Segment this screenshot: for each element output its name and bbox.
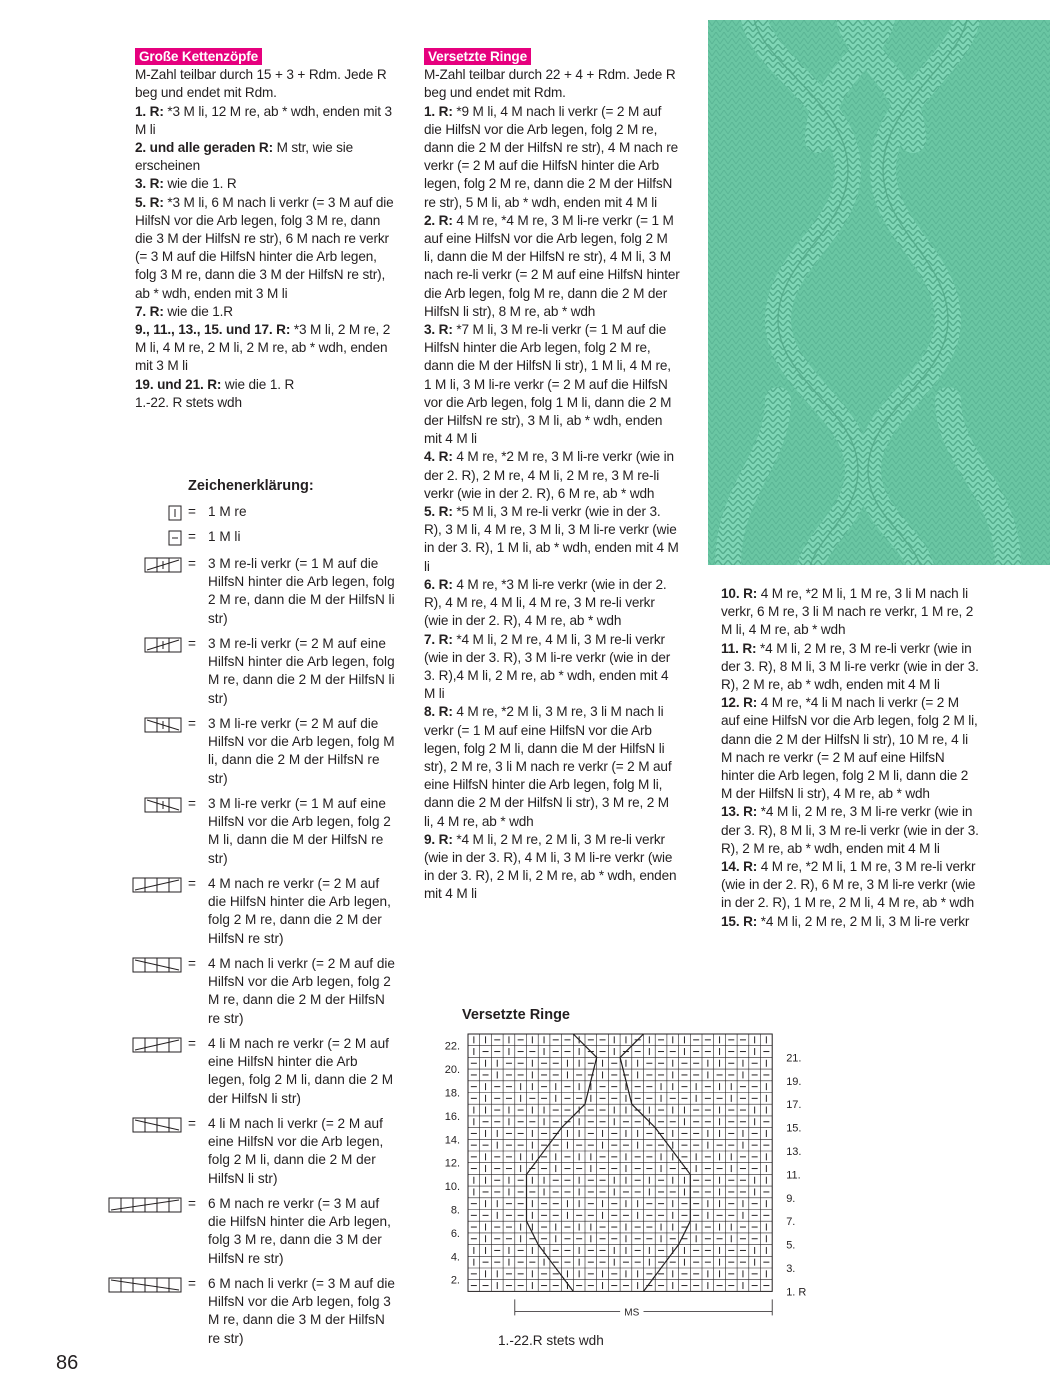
instruction-paragraph [424, 321, 680, 448]
row-label: 2. und alle geraden R: [135, 140, 273, 156]
chart-row-label-right: 3. [786, 1263, 796, 1275]
instruction-text: *4 M li, 2 M re, 2 M li, 3 M li-re verkr [760, 913, 970, 929]
ms-label: MS [624, 1307, 640, 1319]
instruction-paragraph [424, 576, 680, 631]
instruction-text: 4 M re, *4 M re, 3 M li-re verkr (= 1 M auf eine HilfsN vor die Arb legen, folg 2 M li, dann die M der HilfsN re str), 4 M li, 3 M nach re-li verkr (= 2 M auf eine HilfsN hinter die Arb legen, folg M re, dann die 2 M der HilfsN li str), 8 M re, ab * wdh [424, 212, 680, 319]
stitch-symbol-icon [132, 957, 182, 978]
stitch-symbol-icon [168, 530, 182, 551]
chart-row-label-left: 20. [444, 1064, 460, 1077]
stitch-symbol-icon [168, 505, 182, 526]
instruction-text: *4 M li, 2 M re, 2 M li, 3 M re-li verkr (wie in der 3. R), 4 M li, 3 M li-re verkr (wie in der 3. R), 2 M li, 2 M re, ab * wdh, enden mit 4 M li [424, 831, 677, 902]
section-title-badge: Große Kettenzöpfe [135, 48, 262, 65]
row-label: 12. R: [721, 695, 758, 711]
row-label: 5. R: [424, 504, 453, 520]
legend-equals: = [188, 796, 196, 811]
instruction-text: M-Zahl teilbar durch 22 + 4 + Rdm. Jede R beg und endet mit Rdm. [424, 67, 676, 101]
row-label: 9. R: [424, 831, 453, 847]
legend-equals: = [188, 504, 196, 519]
instruction-paragraph [135, 175, 397, 193]
legend-description: 1 M re [208, 504, 247, 519]
chart-row-label-right: 9. [786, 1192, 796, 1205]
row-label: 3. R: [424, 322, 453, 338]
instruction-text: *4 M li, 2 M re, 3 M re-li verkr (wie in der 3. R), 8 M li, 3 M li-re verkr (wie in der 3. R), 2 M re, ab * wdh, enden mit 4 M li [721, 640, 979, 693]
legend-description: 3 M re-li verkr (= 1 M auf die HilfsN hinter die Arb legen, folg 2 M re, dann die M der HilfsN li str) [208, 556, 395, 626]
row-label: 13. R: [721, 804, 758, 820]
instruction-paragraph [424, 103, 680, 212]
instruction-text: *3 M li, 6 M nach li verkr (= 3 M auf die HilfsN vor die Arb legen, folg 3 M re, dann die 3 M der HilfsN re str), 6 M nach re verkr (= 3 M auf die HilfsN hinter die Arb legen, folg 3 M re, dann die 3 M der HilfsN re str), ab * wdh, enden mit 3 M li [135, 194, 394, 301]
stitch-symbol-icon [144, 797, 182, 818]
legend-description: 4 M nach re verkr (= 2 M auf die HilfsN hinter die Arb legen, folg 2 M re, dann die 2 M der HilfsN re str) [208, 876, 391, 946]
pattern-section-kettenzoepfe [135, 48, 397, 412]
instruction-text: wie die 1. R [224, 376, 295, 392]
row-label: 7. R: [135, 303, 164, 319]
legend-description: 3 M li-re verkr (= 1 M auf eine HilfsN vor die Arb legen, folg 2 M li, dann die M der HilfsN re str) [208, 796, 391, 866]
stitch-symbol-icon [144, 557, 182, 578]
instruction-text: *4 M li, 2 M re, 3 M li-re verkr (wie in der 3. R), 8 M li, 3 M re-li verkr (wie in der 3. R), 2 M re, ab * wdh, enden mit 4 M li [721, 804, 979, 856]
knitting-chart [430, 1028, 810, 1333]
row-label: 3. R: [135, 176, 164, 192]
row-label: 14. R: [721, 859, 758, 875]
legend-equals: = [188, 1196, 196, 1211]
instruction-text: *9 M li, 4 M nach li verkr (= 2 M auf die HilfsN vor die Arb legen, folg 2 M re, dann die 2 M der HilfsN re str), 4 M nach re verkr (= 2 M auf die HilfsN hinter die Arb legen, folg 2 M re, dann die 2 M der HilfsN re str), 5 M li, ab * wdh, enden mit 4 M li [424, 103, 679, 210]
row-label: 5. R: [135, 194, 164, 210]
instruction-paragraph [135, 303, 397, 321]
legend-description: 4 M nach li verkr (= 2 M auf die HilfsN vor die Arb legen, folg 2 M re, dann die 2 M der HilfsN re str) [208, 956, 395, 1026]
instruction-text: *3 M li, 2 M re, 2 M li, 4 M re, 2 M li, 2 M re, ab * wdh, enden mit 3 M li [135, 322, 391, 374]
chart-row-label-left: 14. [444, 1134, 460, 1147]
instruction-paragraph [721, 858, 979, 913]
instruction-paragraph [135, 394, 397, 412]
chart-row-label-left: 16. [444, 1110, 460, 1123]
row-label: 1. R: [135, 103, 164, 119]
row-label: 15. R: [721, 913, 758, 929]
stitch-symbol-icon [108, 1197, 182, 1218]
chart-row-label-right: 1. R [786, 1286, 807, 1299]
section-body [424, 66, 680, 903]
row-label: 19. und 21. R: [135, 376, 222, 392]
legend-equals: = [188, 956, 196, 971]
instruction-paragraph [424, 66, 680, 102]
legend-description: 4 li M nach li verkr (= 2 M auf eine HilfsN vor die Arb legen, folg 2 M li, dann die 2 M der HilfsN li str) [208, 1116, 384, 1186]
instruction-paragraph [424, 448, 680, 503]
stitch-symbol-icon [132, 877, 182, 898]
instruction-text: 4 M re, *4 li M nach li verkr (= 2 M auf eine HilfsN vor die Arb legen, folg 2 M li, dann die 2 M der HilfsN li str), 10 M re, 4 li M nach re verkr (= 2 M auf eine HilfsN hinter die Arb legen, folg 2 M li, dann die 2 M der HilfsN li str), 4 M re, ab * wdh [721, 695, 978, 802]
instruction-paragraph [135, 194, 397, 303]
legend-description: 1 M li [208, 529, 241, 544]
row-label: 2. R: [424, 212, 453, 228]
instruction-text: *5 M li, 3 M re-li verkr (wie in der 3. R), 3 M li, 4 M re, 3 M li, 3 M li-re verkr (wie in der 3. R), 1 M li, ab * wdh, enden mit 4 M li [424, 504, 679, 574]
chart-row-label-right: 13. [786, 1146, 802, 1158]
instruction-text: 4 M re, *2 M li, 1 M re, 3 li M nach li verkr, 6 M re, 3 li M nach re verkr, 1 M re, 2 M li, 4 M re, ab * wdh [721, 586, 974, 638]
legend-equals: = [188, 716, 196, 731]
legend-equals: = [188, 1036, 196, 1051]
instruction-paragraph [135, 321, 397, 376]
row-label: 8. R: [424, 704, 453, 720]
instruction-text: wie die 1. R [167, 176, 237, 192]
instruction-paragraph [135, 376, 397, 394]
section-body [135, 66, 397, 412]
instruction-text: *7 M li, 3 M re-li verkr (= 1 M auf die HilfsN hinter die Arb legen, folg 2 M re, dann die M der HilfsN li str), 1 M li, 4 M re, 1 M li, 3 M li-re verkr (= 2 M auf die HilfsN vor die Arb legen, folg 1 M li, dann die 2 M der HilfsN re str), 3 M li, ab * wdh, enden mit 4 M li [424, 322, 672, 447]
legend-equals: = [188, 876, 196, 891]
section-body [721, 585, 979, 931]
row-label: 10. R: [721, 586, 758, 601]
instruction-text: 4 M re, *2 M li, 1 M re, 3 M re-li verkr (wie in der 2. R), 6 M re, 3 M li-re verkr (wie in der 2. R), 1 M re, 2 M li, 4 M re, ab * wdh [721, 859, 976, 911]
instruction-text: 4 M re, *2 M li, 3 M re, 3 li M nach li verkr (= 1 M auf eine HilfsN vor die Arb legen, folg 2 M li, dann die M der HilfsN li str), 2 M re, 3 li M nach re verkr (= 2 M auf eine HilfsN hinter die Arb legen, folg M li, dann die 2 M der HilfsN li str), 3 M re, 2 M li, 4 M re, ab * wdh [424, 704, 672, 829]
instruction-text: 4 M re, *3 M li-re verkr (wie in der 2. R), 4 M re, 4 M li, 4 M re, 3 M re-li verkr (wie in der 2. R), 4 M re, ab * wdh [424, 576, 667, 629]
chart-footer: 1.-22.R stets wdh [498, 1333, 604, 1348]
instruction-text: 4 M re, *2 M re, 3 M li-re verkr (wie in der 2. R), 2 M re, 4 M li, 2 M re, 3 M re-li verkr (wie in der 2. R), 6 M re, ab * wdh [424, 449, 674, 501]
instruction-paragraph [135, 103, 397, 139]
legend-equals: = [188, 1116, 196, 1131]
chart-title: Versetzte Ringe [462, 1007, 570, 1023]
legend-equals: = [188, 556, 196, 571]
instruction-text: wie die 1.R [167, 303, 233, 319]
instruction-paragraph [721, 585, 979, 640]
legend-description: 6 M nach li verkr (= 3 M auf die HilfsN vor die Arb legen, folg 3 M re, dann die 3 M der HilfsN re str) [208, 1276, 395, 1346]
legend-description: 3 M re-li verkr (= 2 M auf eine HilfsN hinter die Arb legen, folg M re, dann die 2 M der HilfsN li str) [208, 636, 395, 706]
legend-equals: = [188, 1276, 196, 1291]
section-title-badge: Versetzte Ringe [424, 48, 531, 65]
instruction-paragraph [721, 913, 979, 931]
legend-title: Zeichenerklärung: [188, 478, 314, 494]
chart-row-label-right: 15. [786, 1122, 802, 1135]
stitch-symbol-icon [132, 1117, 182, 1138]
chart-row-label-right: 5. [786, 1239, 796, 1252]
instruction-text: *3 M li, 12 M re, ab * wdh, enden mit 3 M li [135, 103, 392, 137]
chart-row-label-left: 8. [450, 1204, 460, 1217]
instruction-paragraph [424, 831, 680, 904]
instruction-paragraph [721, 640, 979, 695]
stitch-symbol-icon [144, 637, 182, 658]
row-label: 6. R: [424, 576, 453, 592]
instruction-paragraph [424, 703, 680, 830]
instruction-text: M-Zahl teilbar durch 15 + 3 + Rdm. Jede R beg und endet mit Rdm. [135, 67, 387, 101]
chart-row-label-right: 19. [786, 1075, 802, 1088]
row-label: 9., 11., 13., 15. und 17. R: [135, 322, 291, 338]
page-number: 86 [56, 1352, 79, 1374]
instruction-paragraph [424, 212, 680, 321]
row-label: 1. R: [424, 103, 453, 119]
instruction-paragraph [135, 66, 397, 102]
chart-row-label-left: 4. [450, 1251, 460, 1264]
pattern-section-versetzte-ringe-continued [721, 585, 979, 931]
instruction-paragraph [135, 139, 397, 175]
chart-row-label-left: 10. [444, 1181, 460, 1194]
instruction-text: 1.-22. R stets wdh [135, 394, 242, 410]
stitch-symbol-icon [108, 1277, 182, 1298]
chart-row-label-right: 11. [786, 1169, 801, 1182]
row-label: 4. R: [424, 449, 453, 465]
instruction-text: M str, wie sie erscheinen [135, 140, 354, 174]
chart-row-label-left: 6. [450, 1227, 460, 1240]
pattern-section-versetzte-ringe [424, 48, 680, 904]
row-label: 7. R: [424, 631, 453, 647]
legend-description: 4 li M nach re verkr (= 2 M auf eine HilfsN hinter die Arb legen, folg 2 M li, dann die 2 M der HilfsN li str) [208, 1036, 394, 1106]
chart-row-label-right: 7. [786, 1216, 796, 1229]
stitch-symbol-icon [132, 1037, 182, 1058]
legend-equals: = [188, 636, 196, 651]
instruction-text: *4 M li, 2 M re, 4 M li, 3 M re-li verkr (wie in der 3. R), 3 M li-re verkr (wie in der 3. R),4 M li, 2 M re, ab * wdh, enden mit 4 M li [424, 631, 671, 702]
chart-row-label-left: 12. [444, 1157, 460, 1170]
legend-description: 3 M li-re verkr (= 2 M auf die HilfsN vor die Arb legen, folg M li, dann die 2 M der HilfsN re str) [208, 716, 395, 786]
knitted-swatch-photo [708, 20, 1050, 565]
chart-row-label-left: 2. [450, 1274, 460, 1287]
row-label: 11. R: [721, 640, 757, 656]
stitch-symbol-icon [144, 717, 182, 738]
instruction-paragraph [424, 503, 680, 576]
instruction-paragraph [721, 694, 979, 803]
instruction-paragraph [721, 803, 979, 858]
legend-equals: = [188, 529, 196, 544]
chart-row-label-left: 18. [444, 1087, 460, 1100]
instruction-paragraph [424, 631, 680, 704]
chart-row-label-right: 21. [786, 1052, 802, 1065]
chart-row-label-right: 17. [786, 1099, 802, 1112]
legend-description: 6 M nach re verkr (= 3 M auf die HilfsN hinter die Arb legen, folg 3 M re, dann die 3 M der HilfsN re str) [208, 1196, 391, 1266]
chart-row-label-left: 22. [444, 1040, 460, 1053]
